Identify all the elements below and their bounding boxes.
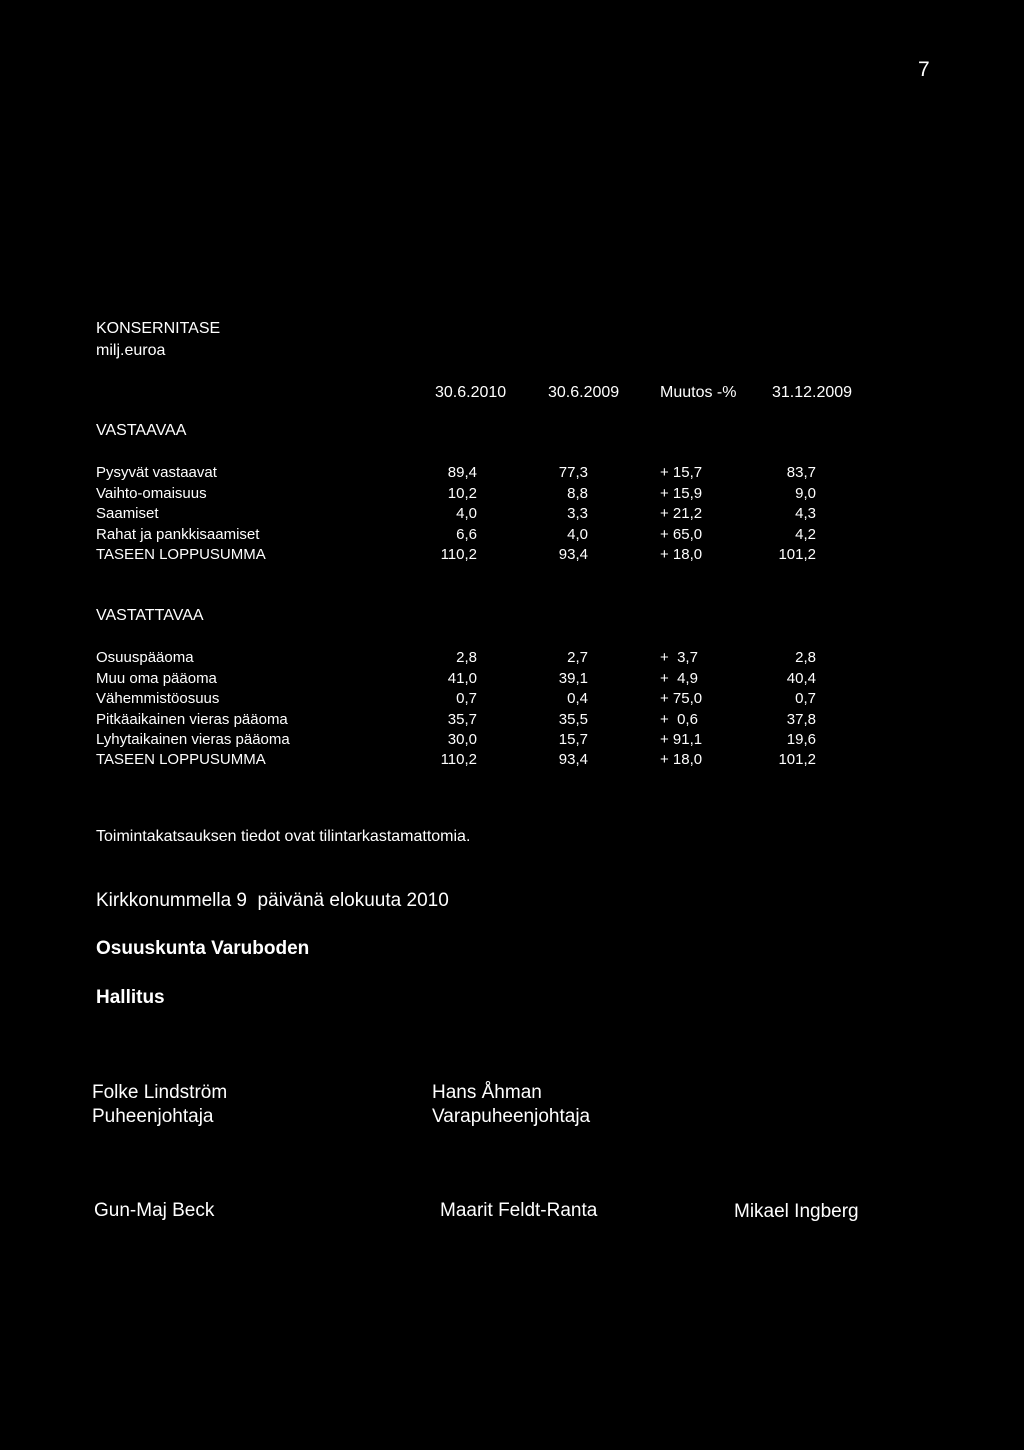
table-row	[0, 485, 1024, 505]
value-year-end-2009: 40,4	[786, 670, 816, 687]
column-header-30-6-2010: 30.6.2010	[435, 384, 507, 401]
signatory-role: Puheenjohtaja	[92, 1106, 214, 1127]
value-year-end-2009: 2,8	[795, 649, 816, 666]
change-percent: + 91,1	[660, 731, 703, 748]
value-2010: 89,4	[447, 464, 477, 481]
row-label: Osuuspääoma	[96, 649, 194, 666]
place-and-date: Kirkkonummella 9 päivänä elokuuta 2010	[96, 890, 449, 911]
value-2010: 35,7	[447, 711, 477, 728]
signatory-name: Mikael Ingberg	[734, 1201, 859, 1222]
value-year-end-2009: 4,3	[795, 505, 816, 522]
value-year-end-2009: 37,8	[786, 711, 816, 728]
row-label: TASEEN LOPPUSUMMA	[96, 751, 266, 768]
value-2009: 8,8	[567, 485, 588, 502]
row-label: Saamiset	[96, 505, 159, 522]
value-2009: 3,3	[567, 505, 588, 522]
change-percent: + 18,0	[660, 751, 703, 768]
unaudited-note: Toimintakatsauksen tiedot ovat tilintarkastamattomia.	[96, 828, 471, 845]
value-2009: 0,4	[567, 690, 588, 707]
value-2009: 4,0	[567, 526, 588, 543]
change-percent: + 65,0	[660, 526, 703, 543]
row-label: Rahat ja pankkisaamiset	[96, 526, 260, 543]
report-title: KONSERNITASE	[96, 320, 221, 337]
value-year-end-2009: 4,2	[795, 526, 816, 543]
change-percent: + 15,9	[660, 485, 703, 502]
row-label: Vaihto-omaisuus	[96, 485, 207, 502]
row-label: Vähemmistöosuus	[96, 690, 220, 707]
organization-name: Osuuskunta Varuboden	[96, 938, 310, 959]
table-row	[0, 526, 1024, 546]
value-2009: 15,7	[558, 731, 588, 748]
value-2009: 35,5	[558, 711, 588, 728]
table-row	[0, 464, 1024, 484]
value-2010: 110,2	[440, 546, 477, 563]
column-header-30-6-2009: 30.6.2009	[548, 384, 620, 401]
value-2010: 6,6	[456, 526, 477, 543]
table-row	[0, 670, 1024, 690]
table-row	[0, 649, 1024, 669]
signatory-name: Maarit Feldt-Ranta	[440, 1200, 598, 1221]
column-header-change-percent: Muutos -%	[660, 384, 737, 401]
row-label: TASEEN LOPPUSUMMA	[96, 546, 266, 563]
value-2009: 39,1	[558, 670, 588, 687]
value-2009: 2,7	[567, 649, 588, 666]
row-label: Pysyvät vastaavat	[96, 464, 217, 481]
column-header-31-12-2009: 31.12.2009	[772, 384, 853, 401]
change-percent: + 21,2	[660, 505, 703, 522]
table-row	[0, 505, 1024, 525]
liabilities-heading: VASTATTAVAA	[96, 607, 204, 624]
table-row	[0, 731, 1024, 751]
change-percent: + 18,0	[660, 546, 703, 563]
value-2010: 4,0	[456, 505, 477, 522]
table-row-total	[0, 751, 1024, 771]
value-2009: 77,3	[558, 464, 588, 481]
value-2010: 41,0	[447, 670, 477, 687]
row-label: Lyhytaikainen vieras pääoma	[96, 731, 290, 748]
change-percent: + 15,7	[660, 464, 703, 481]
table-row-total	[0, 546, 1024, 566]
change-percent: + 3,7	[660, 649, 698, 666]
change-percent: + 4,9	[660, 670, 698, 687]
table-row	[0, 690, 1024, 710]
value-year-end-2009: 0,7	[795, 690, 816, 707]
signatory-role: Varapuheenjohtaja	[432, 1106, 591, 1127]
value-2010: 110,2	[440, 751, 477, 768]
table-row	[0, 711, 1024, 731]
assets-heading: VASTAAVAA	[96, 422, 187, 439]
signatory-name: Folke Lindström	[92, 1082, 228, 1103]
board-label: Hallitus	[96, 987, 165, 1008]
change-percent: + 75,0	[660, 690, 703, 707]
row-label: Muu oma pääoma	[96, 670, 217, 687]
value-year-end-2009: 9,0	[795, 485, 816, 502]
change-percent: + 0,6	[660, 711, 698, 728]
signatory-name: Hans Åhman	[432, 1082, 542, 1103]
currency-unit: milj.euroa	[96, 342, 166, 359]
value-2010: 2,8	[456, 649, 477, 666]
value-year-end-2009: 19,6	[786, 731, 816, 748]
value-2010: 30,0	[447, 731, 477, 748]
value-2009: 93,4	[558, 546, 588, 563]
value-2010: 10,2	[447, 485, 477, 502]
signatory-name: Gun-Maj Beck	[94, 1200, 215, 1221]
value-year-end-2009: 101,2	[778, 751, 816, 768]
value-year-end-2009: 83,7	[786, 464, 816, 481]
value-2010: 0,7	[456, 690, 477, 707]
page-number: 7	[918, 58, 930, 81]
value-year-end-2009: 101,2	[778, 546, 816, 563]
value-2009: 93,4	[558, 751, 588, 768]
row-label: Pitkäaikainen vieras pääoma	[96, 711, 288, 728]
